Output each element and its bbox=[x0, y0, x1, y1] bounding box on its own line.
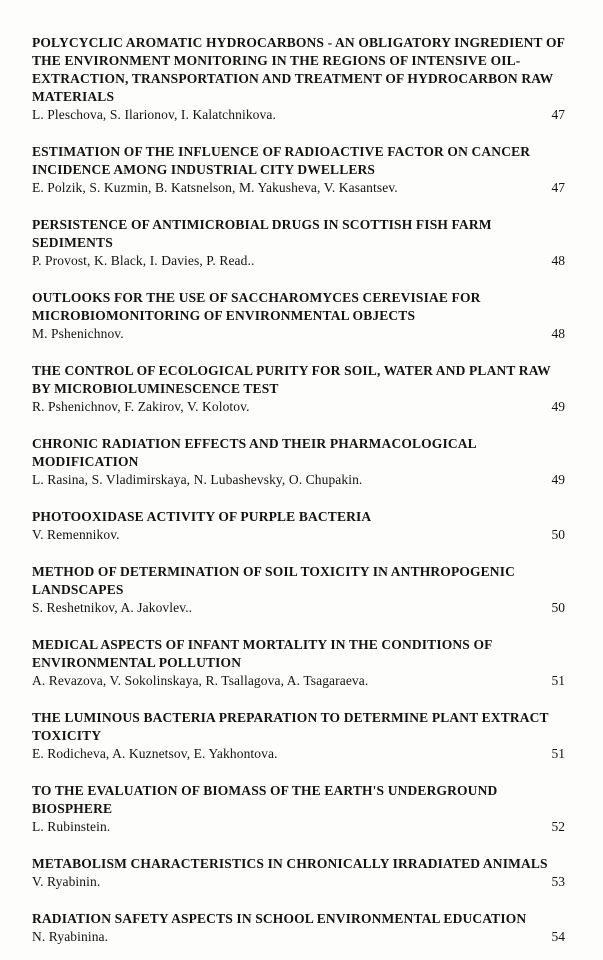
entry-meta bbox=[32, 398, 565, 416]
entry-page-number: 47 bbox=[551, 180, 565, 195]
entry-title: ESTIMATION OF THE INFLUENCE OF RADIOACTIVE FACTOR ON CANCER INCIDENCE AMONG INDUSTRIAL CITY DWELLERS bbox=[32, 144, 531, 177]
entry-authors: A. Revazova, V. Sokolinskaya, R. Tsallagova, A. Tsagaraeva. bbox=[32, 673, 369, 688]
entry-page-number: 53 bbox=[551, 874, 565, 889]
entry-authors: M. Pshenichnov. bbox=[32, 326, 124, 341]
entry-authors: L. Rubinstein. bbox=[32, 819, 111, 834]
entry-page-number: 51 bbox=[551, 673, 565, 688]
entry-title: TO THE EVALUATION OF BIOMASS OF THE EARTH'S UNDERGROUND BIOSPHERE bbox=[32, 783, 498, 816]
entry-title: MEDICAL ASPECTS OF INFANT MORTALITY IN THE CONDITIONS OF ENVIRONMENTAL POLLUTION bbox=[32, 637, 492, 670]
entry-meta bbox=[32, 873, 565, 891]
toc-entry bbox=[32, 435, 565, 489]
entry-title: PERSISTENCE OF ANTIMICROBIAL DRUGS IN SCOTTISH FISH FARM SEDIMENTS bbox=[32, 217, 492, 250]
entry-meta bbox=[32, 179, 565, 197]
entry-page-number: 49 bbox=[551, 472, 565, 487]
toc-entry bbox=[32, 782, 565, 836]
entry-page-number: 52 bbox=[551, 819, 565, 834]
entry-page-number: 49 bbox=[551, 399, 565, 414]
toc-entry bbox=[32, 216, 565, 270]
entry-authors: V. Ryabinin. bbox=[32, 874, 101, 889]
entry-authors: L. Rasina, S. Vladimirskaya, N. Lubashevsky, O. Chupakin. bbox=[32, 472, 363, 487]
entry-meta bbox=[32, 745, 565, 763]
entry-page-number: 47 bbox=[551, 107, 565, 122]
entry-meta bbox=[32, 818, 565, 836]
toc-entry bbox=[32, 636, 565, 690]
toc-entry bbox=[32, 34, 565, 124]
entry-authors: P. Provost, K. Black, I. Davies, P. Read.. bbox=[32, 253, 255, 268]
entry-authors: V. Remennikov. bbox=[32, 527, 120, 542]
entry-meta bbox=[32, 928, 565, 946]
entry-title: METABOLISM CHARACTERISTICS IN CHRONICALLY IRRADIATED ANIMALS bbox=[32, 856, 548, 871]
entry-meta bbox=[32, 252, 565, 270]
entry-meta bbox=[32, 106, 565, 124]
toc-entry bbox=[32, 362, 565, 416]
toc-entry bbox=[32, 855, 565, 891]
entry-page-number: 48 bbox=[551, 253, 565, 268]
entry-title: PHOTOOXIDASE ACTIVITY OF PURPLE BACTERIA bbox=[32, 509, 372, 524]
entry-meta bbox=[32, 325, 565, 343]
entry-page-number: 48 bbox=[551, 326, 565, 341]
entry-title: METHOD OF DETERMINATION OF SOIL TOXICITY IN ANTHROPOGENIC LANDSCAPES bbox=[32, 564, 515, 597]
toc-entry bbox=[32, 508, 565, 544]
entry-title: THE LUMINOUS BACTERIA PREPARATION TO DETERMINE PLANT EXTRACT TOXICITY bbox=[32, 710, 549, 743]
toc-entry bbox=[32, 289, 565, 343]
entry-title: CHRONIC RADIATION EFFECTS AND THEIR PHARMACOLOGICAL MODIFICATION bbox=[32, 436, 477, 469]
toc-entry bbox=[32, 563, 565, 617]
entry-authors: S. Reshetnikov, A. Jakovlev.. bbox=[32, 600, 193, 615]
entry-meta bbox=[32, 672, 565, 690]
toc-entry bbox=[32, 709, 565, 763]
entry-title: OUTLOOKS FOR THE USE OF SACCHAROMYCES CEREVISIAE FOR MICROBIOMONITORING OF ENVIRONMENTAL OBJECTS bbox=[32, 290, 481, 323]
toc-entry bbox=[32, 910, 565, 946]
entry-authors: N. Ryabinina. bbox=[32, 929, 109, 944]
entry-authors: E. Polzik, S. Kuzmin, B. Katsnelson, M. Yakusheva, V. Kasantsev. bbox=[32, 180, 398, 195]
entry-page-number: 54 bbox=[551, 929, 565, 944]
entry-title: RADIATION SAFETY ASPECTS IN SCHOOL ENVIRONMENTAL EDUCATION bbox=[32, 911, 527, 926]
entry-title: THE CONTROL OF ECOLOGICAL PURITY FOR SOIL, WATER AND PLANT RAW BY MICROBIOLUMINESCENCE TEST bbox=[32, 363, 551, 396]
entry-meta bbox=[32, 599, 565, 617]
entry-page-number: 50 bbox=[551, 527, 565, 542]
entry-authors: R. Pshenichnov, F. Zakirov, V. Kolotov. bbox=[32, 399, 250, 414]
entry-authors: L. Pleschova, S. Ilarionov, I. Kalatchnikova. bbox=[32, 107, 276, 122]
entry-title: POLYCYCLIC AROMATIC HYDROCARBONS - AN OBLIGATORY INGREDIENT OF THE ENVIRONMENT MONITORING IN THE REGIONS OF INTENSIVE OIL-EXTRACTION, TRANSPORTATION AND TREATMENT OF HYDROCARBON RAW MATERIALS bbox=[32, 35, 565, 104]
entry-page-number: 50 bbox=[551, 600, 565, 615]
entry-page-number: 51 bbox=[551, 746, 565, 761]
entry-meta bbox=[32, 471, 565, 489]
entry-authors: E. Rodicheva, A. Kuznetsov, E. Yakhontova. bbox=[32, 746, 278, 761]
entry-meta bbox=[32, 526, 565, 544]
toc-entry bbox=[32, 143, 565, 197]
